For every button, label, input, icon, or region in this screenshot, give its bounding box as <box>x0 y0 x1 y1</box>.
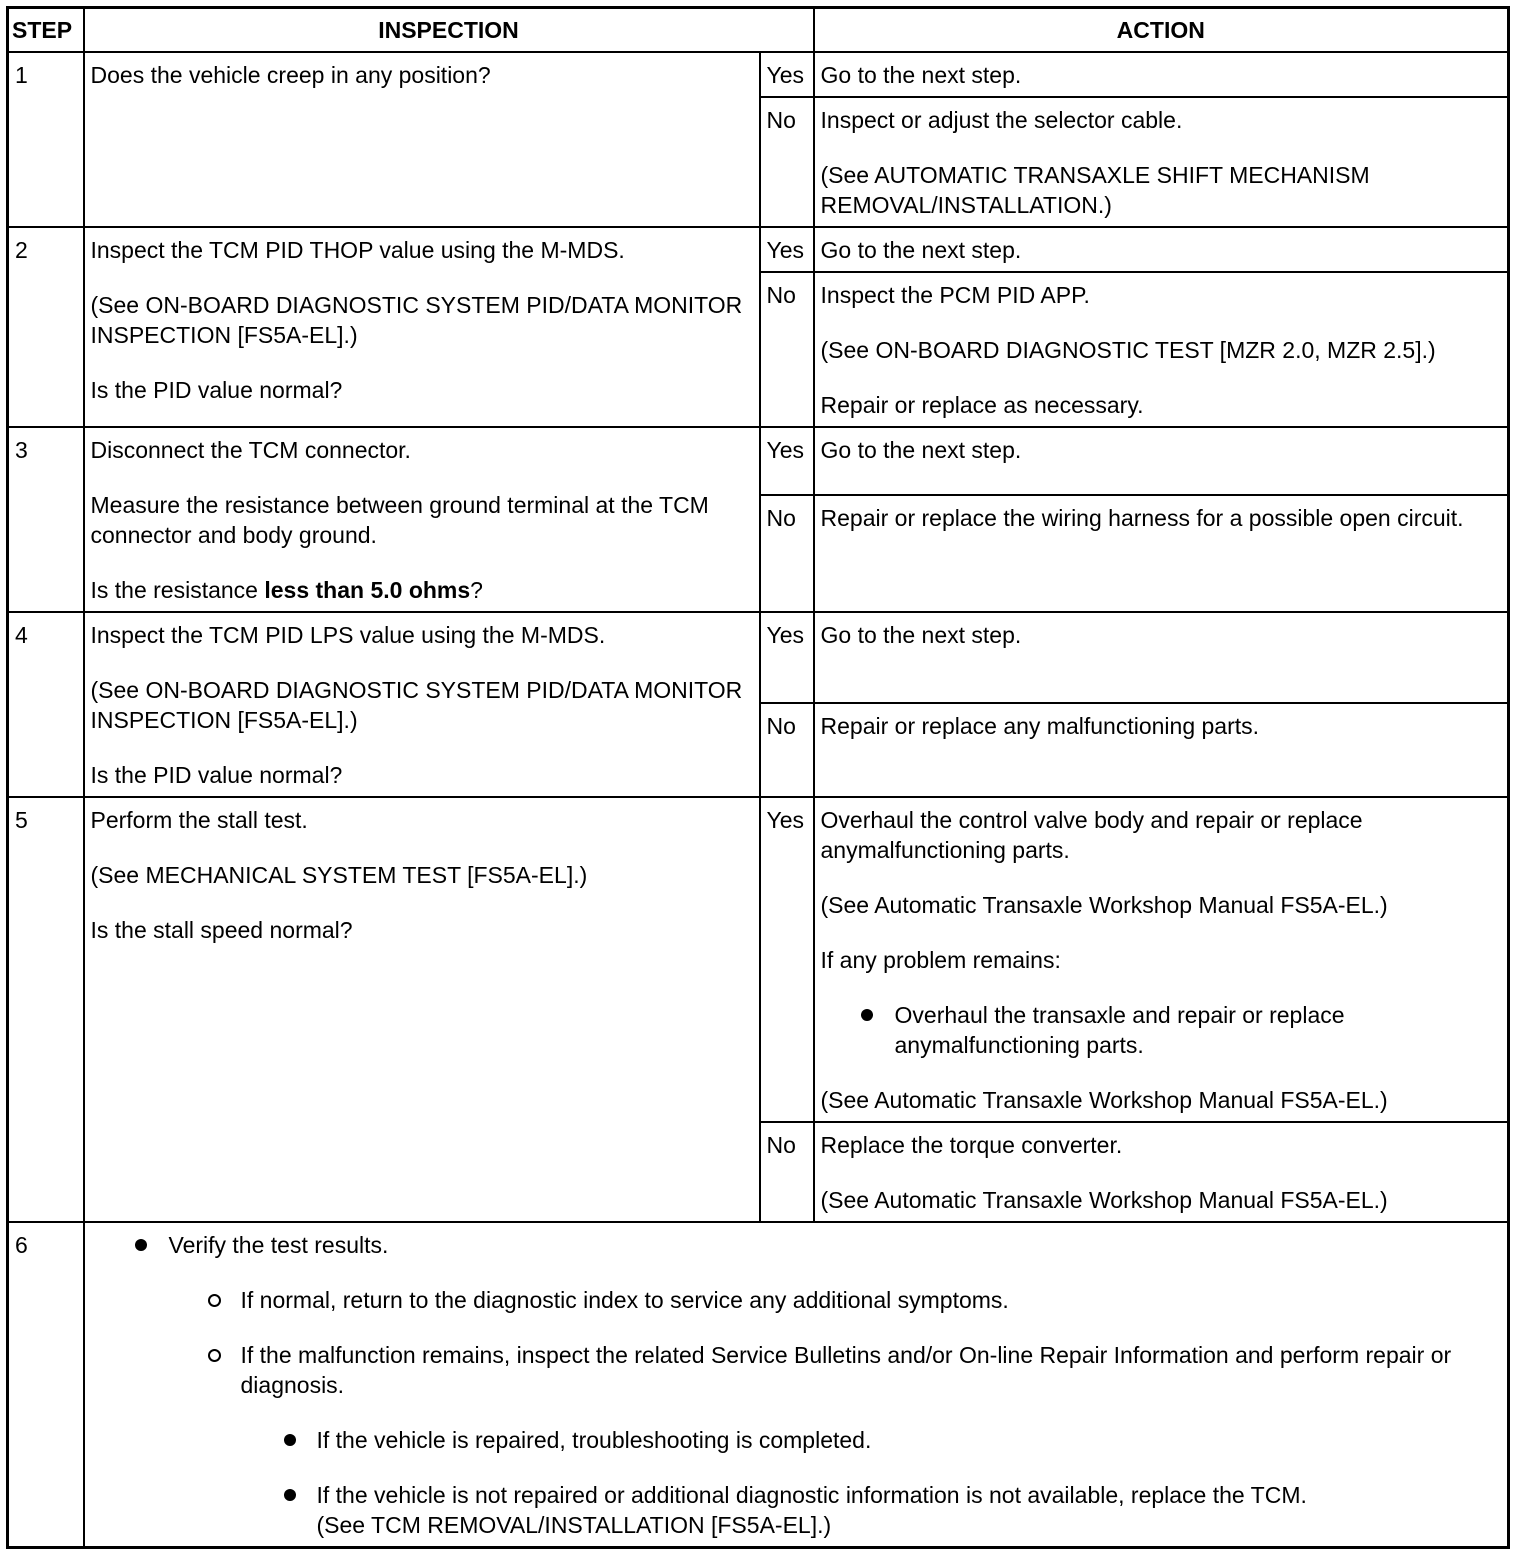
inspection-cell: Disconnect the TCM connector. Measure the resistance between ground terminal at the TCM connector and body ground. Is the resistance less than 5.0 ohms? <box>84 427 760 612</box>
step-number: 3 <box>8 427 84 612</box>
yes-label: Yes <box>760 427 814 495</box>
inspection-cell: Does the vehicle creep in any position? <box>84 52 760 227</box>
yes-action: Go to the next step. <box>814 227 1509 272</box>
list-item: If normal, return to the diagnostic index to service any additional symptoms. <box>91 1285 1502 1315</box>
inspection-cell: Inspect the TCM PID THOP value using the M-MDS. (See ON-BOARD DIAGNOSTIC SYSTEM PID/DATA MONITOR INSPECTION [FS5A-EL].) Is the PID value normal? <box>84 227 760 427</box>
yes-label: Yes <box>760 797 814 1122</box>
no-action: Repair or replace any malfunctioning parts. <box>814 703 1509 797</box>
list-item: If the malfunction remains, inspect the related Service Bulletins and/or On-line Repair Information and perform repair or diagnosis. <box>91 1340 1502 1400</box>
list-item: If the vehicle is not repaired or additional diagnostic information is not available, replace the TCM. (See TCM REMOVAL/INSTALLATION [FS5A-EL].) <box>91 1480 1502 1540</box>
no-label: No <box>760 703 814 797</box>
list-item: Overhaul the transaxle and repair or replace anymalfunctioning parts. <box>821 1000 1502 1060</box>
step-2-yes-row <box>8 227 1509 272</box>
step-3-yes-row <box>8 427 1509 495</box>
no-label: No <box>760 272 814 427</box>
no-action: Replace the torque converter. (See Automatic Transaxle Workshop Manual FS5A-EL.) <box>814 1122 1509 1222</box>
yes-label: Yes <box>760 52 814 97</box>
inspection-header: INSPECTION <box>84 8 814 53</box>
resistance-question: Is the resistance less than 5.0 ohms? <box>90 577 483 603</box>
bullet-icon <box>284 1434 296 1446</box>
yes-action: Overhaul the control valve body and repair or replace anymalfunctioning parts. (See Automatic Transaxle Workshop Manual FS5A-EL.) If any problem remains: Overhaul the transaxle and repair or replace anymalfunctioning parts. (See Automatic Transaxle Workshop Manual FS5A-EL.) <box>814 797 1509 1122</box>
step-number: 1 <box>8 52 84 227</box>
step-1-yes-row <box>8 52 1509 97</box>
yes-action: Go to the next step. <box>814 427 1509 495</box>
step-5-yes-row <box>8 797 1509 1122</box>
inspection-cell: Inspect the TCM PID LPS value using the M-MDS. (See ON-BOARD DIAGNOSTIC SYSTEM PID/DATA MONITOR INSPECTION [FS5A-EL].) Is the PID value normal? <box>84 612 760 797</box>
no-action: Inspect the PCM PID APP. (See ON-BOARD DIAGNOSTIC TEST [MZR 2.0, MZR 2.5].) Repair or replace as necessary. <box>814 272 1509 427</box>
bullet-icon <box>284 1489 296 1501</box>
no-label: No <box>760 97 814 227</box>
bullet-icon <box>135 1239 147 1251</box>
step-4-yes-row <box>8 612 1509 703</box>
header-row <box>8 8 1509 53</box>
step-header: STEP <box>8 8 84 53</box>
yes-label: Yes <box>760 612 814 703</box>
yes-label: Yes <box>760 227 814 272</box>
no-label: No <box>760 495 814 612</box>
step-number: 5 <box>8 797 84 1222</box>
bullet-icon <box>861 1009 873 1021</box>
step-6-row <box>8 1222 1509 1548</box>
yes-action: Go to the next step. <box>814 52 1509 97</box>
no-action: Inspect or adjust the selector cable. (See AUTOMATIC TRANSAXLE SHIFT MECHANISM REMOVAL/INSTALLATION.) <box>814 97 1509 227</box>
circle-bullet-icon <box>208 1294 221 1307</box>
step-number: 2 <box>8 227 84 427</box>
circle-bullet-icon <box>208 1349 221 1362</box>
yes-action: Go to the next step. <box>814 612 1509 703</box>
list-item: Verify the test results. <box>91 1230 1502 1260</box>
no-label: No <box>760 1122 814 1222</box>
step-number: 4 <box>8 612 84 797</box>
step-number: 6 <box>8 1222 84 1548</box>
no-action: Repair or replace the wiring harness for a possible open circuit. <box>814 495 1509 612</box>
list-item: If the vehicle is repaired, troubleshooting is completed. <box>91 1425 1502 1455</box>
diagnostic-table <box>6 6 1510 1549</box>
verify-cell <box>84 1222 1509 1548</box>
verify-list <box>91 1230 1502 1540</box>
inspection-cell: Perform the stall test. (See MECHANICAL SYSTEM TEST [FS5A-EL].) Is the stall speed normal? <box>84 797 760 1222</box>
bullet-list <box>821 1000 1502 1060</box>
action-header: ACTION <box>814 8 1509 53</box>
